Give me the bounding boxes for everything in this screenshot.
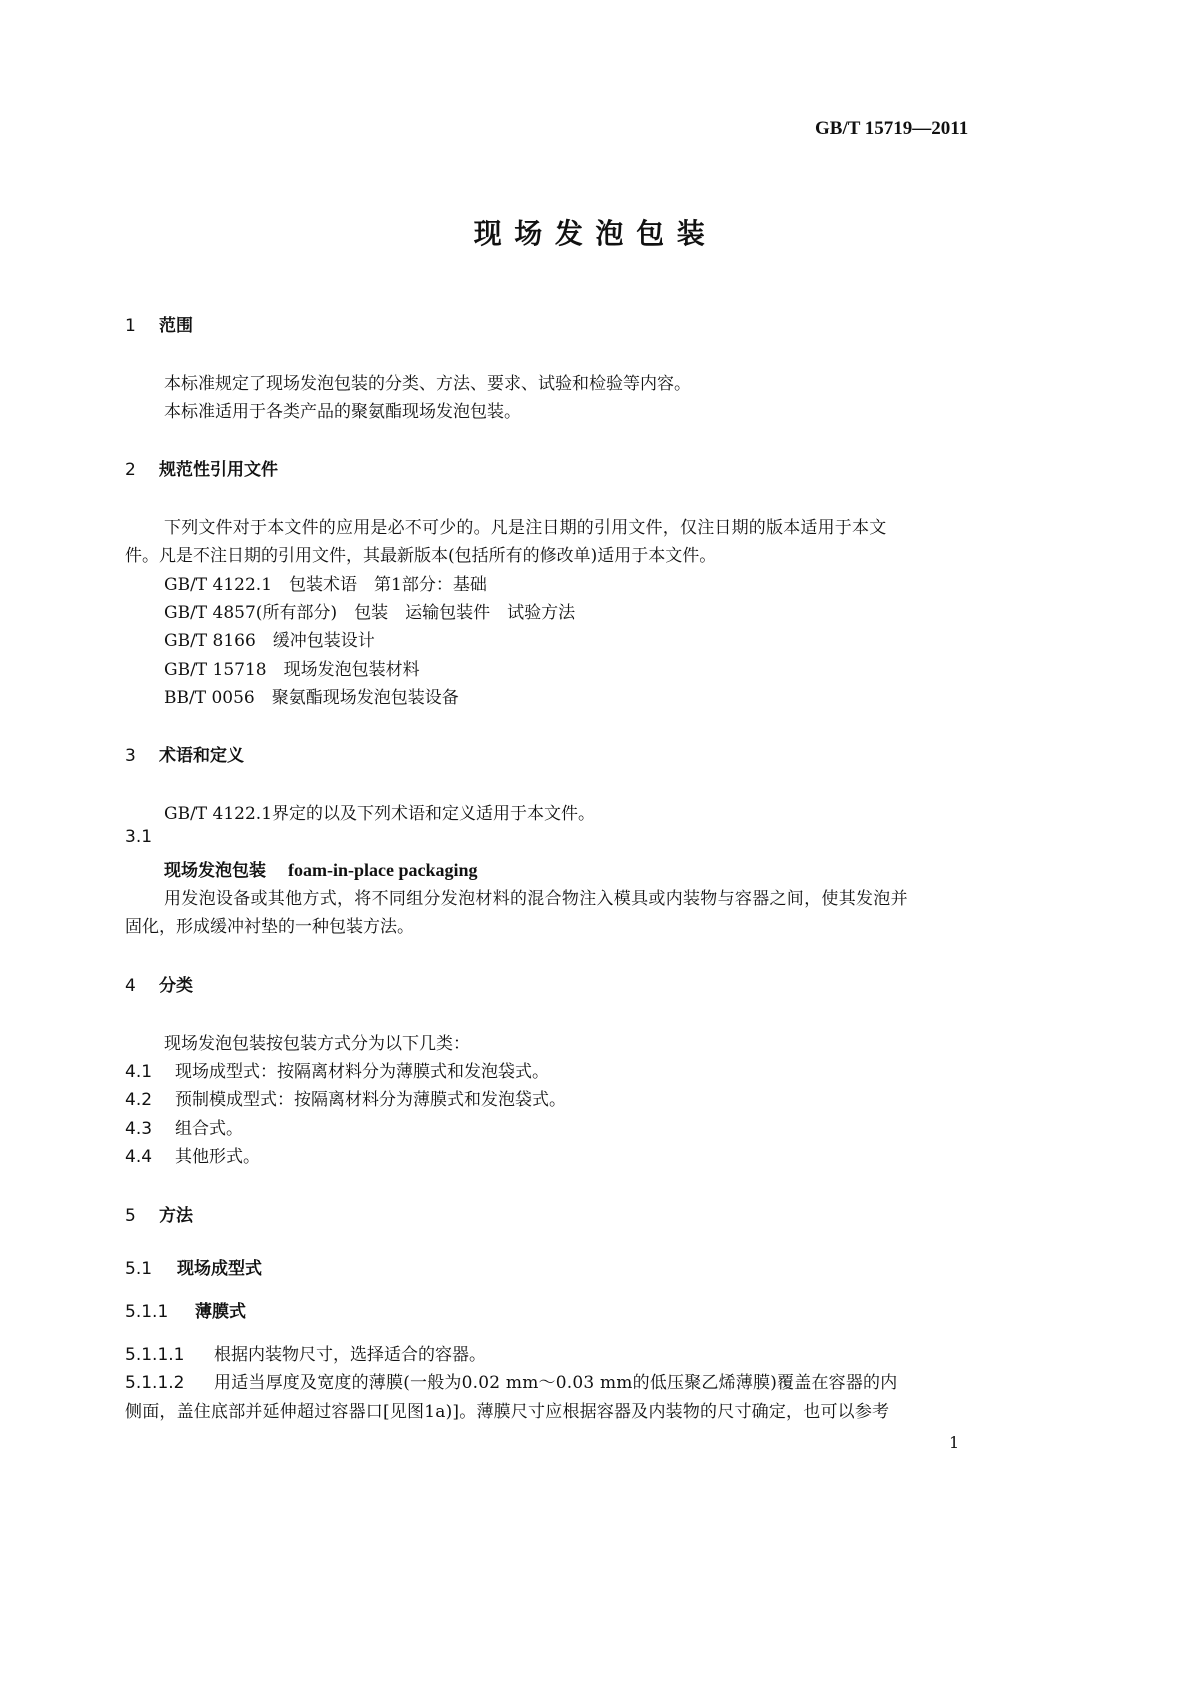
term-english: foam-in-place packaging (288, 860, 478, 880)
reference-item: GB/T 15718 现场发泡包装材料 (164, 660, 420, 680)
clause-number: 5.1.1.2 (125, 1373, 185, 1393)
subsection-5-1-1-heading (125, 1297, 246, 1322)
paragraph: GB/T 4122.1界定的以及下列术语和定义适用于本文件。 (164, 804, 596, 824)
section-title: 薄膜式 (195, 1302, 246, 1322)
clause-text: 预制模成型式：按隔离材料分为薄膜式和发泡袋式。 (175, 1090, 566, 1110)
section-title: 分类 (159, 976, 193, 996)
definition: 用发泡设备或其他方式，将不同组分发泡材料的混合物注入模具或内装物与容器之间，使其发泡并 (164, 889, 908, 909)
clause (125, 1368, 897, 1393)
section-title: 范围 (159, 316, 193, 336)
section-4-heading (125, 971, 193, 996)
paragraph: 下列文件对于本文件的应用是必不可少的。凡是注日期的引用文件，仅注日期的版本适用于本文 (164, 518, 887, 538)
section-number: 3 (125, 746, 136, 766)
page-number: 1 (949, 1433, 960, 1452)
paragraph: 本标准规定了现场发泡包装的分类、方法、要求、试验和检验等内容。 (164, 374, 691, 394)
classification-item (125, 1114, 243, 1139)
paragraph: 本标准适用于各类产品的聚氨酯现场发泡包装。 (164, 402, 521, 422)
classification-item (125, 1085, 566, 1110)
section-number: 5.1 (125, 1259, 153, 1279)
classification-item (125, 1142, 260, 1167)
clause-text: 根据内装物尺寸，选择适合的容器。 (214, 1345, 486, 1365)
section-1-heading (125, 311, 193, 336)
reference-item: BB/T 0056 聚氨酯现场发泡包装设备 (164, 688, 459, 708)
reference-item: GB/T 4122.1 包装术语 第1部分：基础 (164, 575, 487, 595)
section-2-heading (125, 455, 278, 480)
clause-number: 4.3 (125, 1119, 153, 1139)
section-number: 5 (125, 1206, 136, 1226)
section-title: 现场成型式 (177, 1259, 262, 1279)
clause-text: 组合式。 (175, 1119, 243, 1139)
classification-item (125, 1057, 549, 1082)
section-3-heading (125, 741, 244, 766)
section-number: 1 (125, 316, 136, 336)
definition: 固化，形成缓冲衬垫的一种包装方法。 (125, 917, 414, 937)
standard-number: GB/T 15719—2011 (815, 118, 969, 139)
paragraph: 件。凡是不注日期的引用文件，其最新版本(包括所有的修改单)适用于本文件。 (125, 546, 717, 566)
paragraph: 现场发泡包装按包装方式分为以下几类： (164, 1034, 470, 1054)
reference-item: GB/T 8166 缓冲包装设计 (164, 631, 375, 651)
subsection-5-1-heading (125, 1254, 262, 1279)
clause-number: 3.1 (125, 827, 153, 847)
clause-number: 4.1 (125, 1062, 153, 1082)
term-entry (164, 856, 478, 881)
section-title: 规范性引用文件 (159, 460, 278, 480)
section-5-heading (125, 1201, 193, 1226)
section-number: 2 (125, 460, 136, 480)
reference-item: GB/T 4857(所有部分) 包装 运输包装件 试验方法 (164, 603, 576, 623)
clause (125, 1340, 486, 1365)
term-chinese: 现场发泡包装 (164, 861, 266, 881)
clause-number: 4.2 (125, 1090, 153, 1110)
clause-text: 现场成型式：按隔离材料分为薄膜式和发泡袋式。 (175, 1062, 549, 1082)
document-title: 现场发泡包装 (473, 217, 718, 250)
clause-text: 用适当厚度及宽度的薄膜(一般为0.02 mm～0.03 mm的低压聚乙烯薄膜)覆盖在容器的内 (214, 1373, 898, 1393)
section-number: 5.1.1 (125, 1302, 169, 1322)
section-number: 4 (125, 976, 136, 996)
clause-number: 5.1.1.1 (125, 1345, 185, 1365)
clause-number: 4.4 (125, 1147, 153, 1167)
clause-text: 其他形式。 (175, 1147, 260, 1167)
section-title: 术语和定义 (159, 746, 244, 766)
section-title: 方法 (159, 1206, 193, 1226)
clause-continuation: 侧面，盖住底部并延伸超过容器口[见图1a)]。薄膜尺寸应根据容器及内装物的尺寸确定，也可以参考 (125, 1402, 890, 1422)
